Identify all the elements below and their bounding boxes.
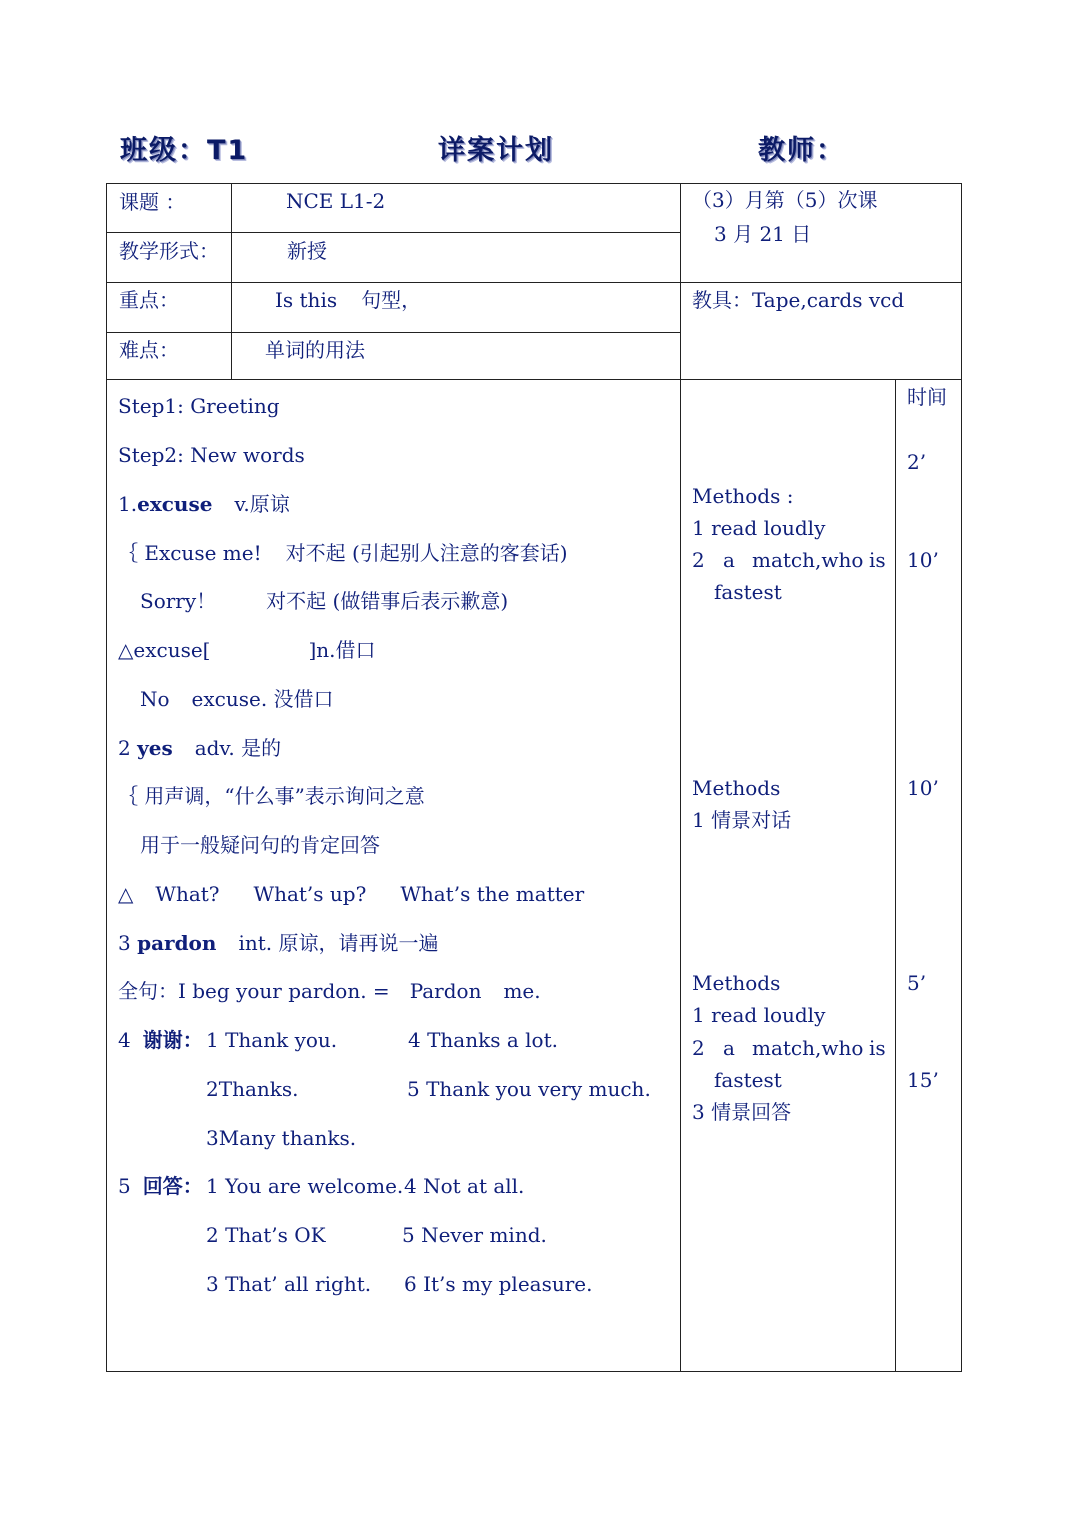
divider [680, 183, 681, 1372]
thanks-item: 1 Thank you. [206, 1028, 338, 1052]
difficulty-value: 单词的用法 [265, 338, 365, 362]
schedule-line-2: 3 月 21 日 [714, 222, 812, 246]
methods-3-item: 1 read loudly [692, 1003, 826, 1027]
divider [106, 379, 962, 380]
reply-item: 3 That’ all right. [206, 1272, 372, 1296]
step-2: Step2: New words [118, 443, 305, 467]
teaching-tools: 教具：Tape,cards vcd [692, 288, 905, 312]
thanks-item: 2Thanks. [206, 1077, 299, 1101]
table-border-bottom [106, 1371, 962, 1372]
word-1-example-1: ｛ Excuse me! 对不起 (引起别人注意的客套话) [118, 541, 568, 565]
time-value: 10’ [907, 548, 939, 572]
methods-3-item: is [869, 1036, 886, 1060]
thanks-item: 4 Thanks a lot. [408, 1028, 558, 1052]
methods-3-item: a [723, 1036, 735, 1060]
page-title: 详案计划 [438, 135, 554, 166]
methods-1-item: a [723, 548, 735, 572]
time-value: 15’ [907, 1068, 939, 1092]
topic-label: 课题 ： [119, 190, 186, 214]
methods-3-item: fastest [714, 1068, 782, 1092]
word-1-noun-example: No excuse. 没借口 [140, 687, 334, 711]
difficulty-label: 难点： [119, 338, 179, 362]
table-border-left [106, 183, 107, 1372]
step-1: Step1: Greeting [118, 394, 280, 418]
divider [106, 332, 680, 333]
methods-3-item: match,who [752, 1036, 864, 1060]
methods-1-title: Methods : [692, 484, 794, 508]
replies-heading: 5 回答： [118, 1174, 203, 1198]
divider [895, 379, 896, 1372]
thanks-item: 3Many thanks. [206, 1126, 357, 1150]
form-value: 新授 [287, 239, 327, 263]
word-2-examples: △ What? What’s up? What’s the matter [118, 882, 585, 906]
word-3-entry: 3 pardon int. 原谅，请再说一遍 [118, 931, 439, 955]
class-label: 班级：T1 [120, 135, 249, 166]
methods-1-item: fastest [714, 580, 782, 604]
topic-value: NCE L1-2 [286, 189, 386, 213]
time-value: 5’ [907, 971, 927, 995]
table-border-right [961, 183, 962, 1372]
word-2-usage-2: 用于一般疑问句的肯定回答 [140, 833, 380, 857]
word-1-entry: 1.excuse v.原谅 [118, 492, 290, 516]
methods-2-item: 1 情景对话 [692, 808, 792, 832]
methods-1-item: match,who [752, 548, 864, 572]
divider [106, 232, 680, 233]
time-header: 时间 [907, 385, 947, 409]
thanks-heading: 4 谢谢： [118, 1028, 203, 1052]
table-border-top [106, 183, 962, 184]
reply-item: 6 It’s my pleasure. [404, 1272, 593, 1296]
form-label: 教学形式： [119, 239, 219, 263]
methods-3-item: 2 [692, 1036, 705, 1060]
methods-3-item: 3 情景回答 [692, 1100, 792, 1124]
word-1-noun: △excuse[ ]n.借口 [118, 638, 376, 662]
word-2-entry: 2 yes adv. 是的 [118, 736, 282, 760]
schedule-line-1: （3）月第（5）次课 [692, 188, 878, 212]
thanks-item: 5 Thank you very much. [407, 1077, 651, 1101]
methods-2-title: Methods [692, 776, 781, 800]
divider [231, 183, 232, 380]
methods-3-title: Methods [692, 971, 781, 995]
time-value: 2’ [907, 450, 927, 474]
reply-item: 4 Not at all. [404, 1174, 525, 1198]
key-point-value: Is this 句型， [275, 288, 422, 312]
word-3-full-sentence: 全句：I beg your pardon. = Pardon me. [118, 979, 541, 1003]
reply-item: 1 You are welcome. [206, 1174, 404, 1198]
methods-1-item: 1 read loudly [692, 516, 826, 540]
methods-1-item: is [869, 548, 886, 572]
reply-item: 2 That’s OK [206, 1223, 326, 1247]
teacher-label: 教师： [758, 135, 845, 166]
divider [106, 282, 962, 283]
time-value: 10’ [907, 776, 939, 800]
word-2-usage-1: ｛ 用声调，“什么事”表示询问之意 [118, 784, 425, 808]
reply-item: 5 Never mind. [402, 1223, 547, 1247]
methods-1-item: 2 [692, 548, 705, 572]
key-point-label: 重点： [119, 288, 179, 312]
word-1-example-2: Sorry！ 对不起 (做错事后表示歉意) [140, 589, 509, 613]
